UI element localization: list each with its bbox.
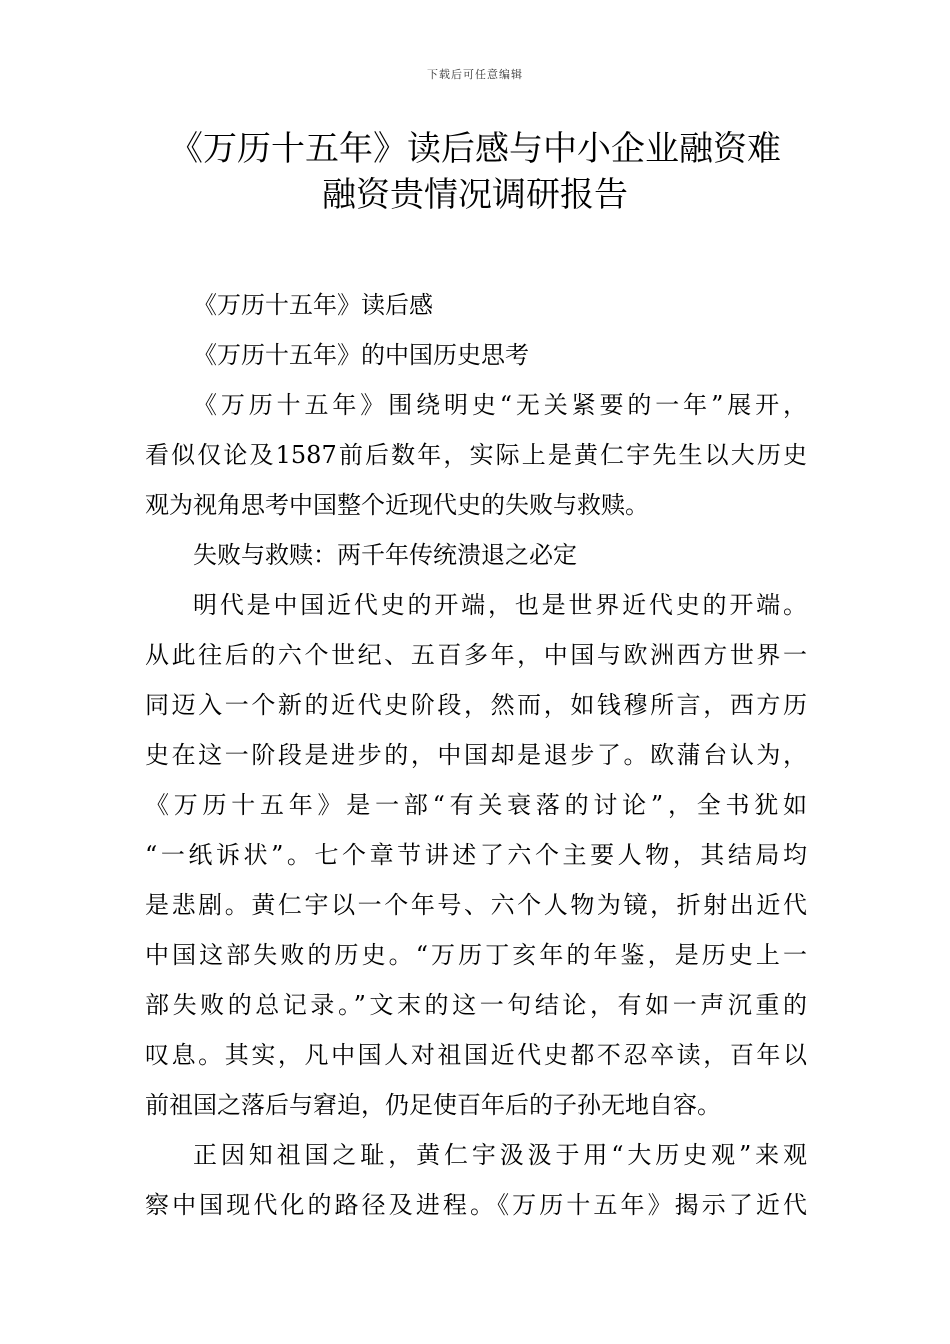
document-title bbox=[145, 126, 805, 218]
text-line: “一纸诉状”。七个章节讲述了六个主要人物，其结局均 bbox=[145, 841, 807, 869]
paragraph bbox=[145, 380, 807, 530]
text-line: 《万历十五年》围绕明史“无关紧要的一年”展开， bbox=[193, 391, 807, 419]
paragraph bbox=[145, 530, 807, 580]
paragraph bbox=[145, 330, 807, 380]
text-line: 前祖国之落后与窘迫，仍足使百年后的子孙无地自容。 bbox=[145, 1091, 721, 1119]
text-line: 《万历十五年》的中国历史思考 bbox=[193, 341, 529, 369]
text-line: 是悲剧。黄仁宇以一个年号、六个人物为镜，折射出近代 bbox=[145, 891, 807, 919]
paragraph bbox=[145, 280, 807, 330]
text-line: 观为视角思考中国整个近现代史的失败与救赎。 bbox=[145, 491, 649, 519]
text-line: 部失败的总记录。”文末的这一句结论，有如一声沉重的 bbox=[145, 991, 807, 1019]
document-body bbox=[145, 280, 807, 1230]
header-note: 下载后可任意编辑 bbox=[427, 68, 523, 81]
text-line: 看似仅论及1587前后数年，实际上是黄仁宇先生以大历史 bbox=[145, 441, 807, 469]
text-line: 从此往后的六个世纪、五百多年，中国与欧洲西方世界一 bbox=[145, 641, 807, 669]
text-line: 失败与救赎：两千年传统溃退之必定 bbox=[193, 541, 577, 569]
text-line: 史在这一阶段是进步的，中国却是退步了。欧蒲台认为， bbox=[145, 741, 807, 769]
paragraph bbox=[145, 1130, 807, 1230]
title-line-2: 融资贵情况调研报告 bbox=[322, 175, 628, 215]
text-line: 叹息。其实，凡中国人对祖国近代史都不忍卒读，百年以 bbox=[145, 1041, 807, 1069]
text-line: 明代是中国近代史的开端，也是世界近代史的开端。 bbox=[193, 591, 807, 619]
text-line: 中国这部失败的历史。“万历丁亥年的年鉴，是历史上一 bbox=[145, 941, 807, 969]
text-line: 《万历十五年》是一部“有关衰落的讨论”，全书犹如 bbox=[145, 791, 807, 819]
text-line: 察中国现代化的路径及进程。《万历十五年》揭示了近代 bbox=[145, 1191, 807, 1219]
paragraph bbox=[145, 580, 807, 1130]
text-line: 同迈入一个新的近代史阶段，然而，如钱穆所言，西方历 bbox=[145, 691, 807, 719]
text-line: 《万历十五年》读后感 bbox=[193, 291, 433, 319]
text-line: 正因知祖国之耻，黄仁宇汲汲于用“大历史观”来观 bbox=[193, 1141, 807, 1169]
title-line-1: 《万历十五年》读后感与中小企业融资难 bbox=[169, 129, 781, 169]
